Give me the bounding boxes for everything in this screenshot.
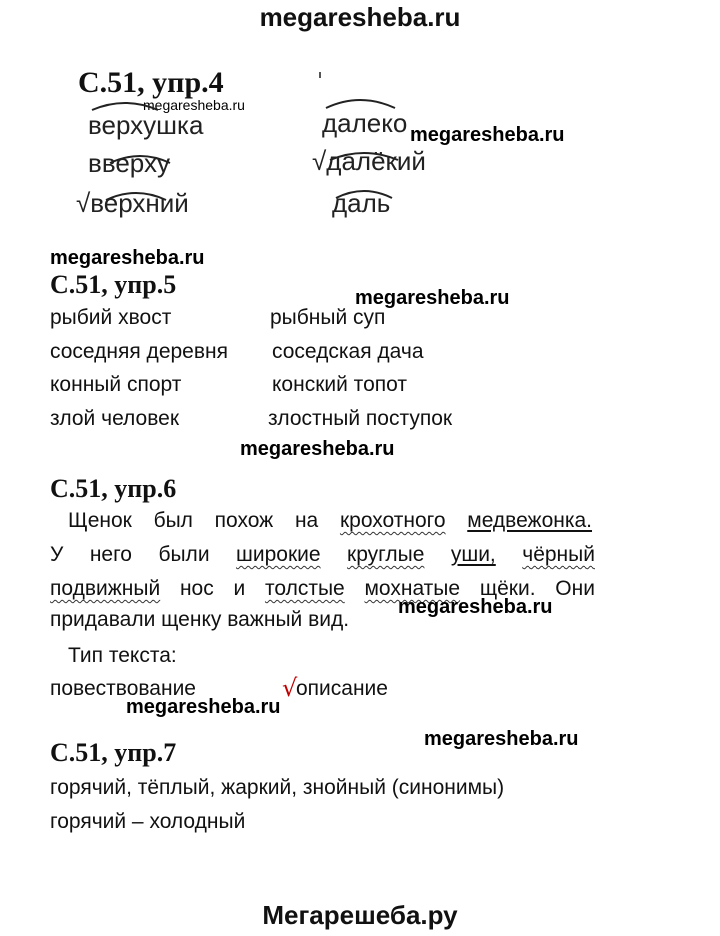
word: и — [233, 577, 246, 600]
root-arc-verkhushka — [92, 103, 158, 110]
ex6-type-label: Тип текста: — [68, 644, 177, 667]
ex6-heading: С.51, упр.6 — [50, 474, 177, 503]
check-icon: √ — [282, 674, 298, 702]
ex6-line-4: придавали щенку важный вид. — [50, 608, 350, 631]
word-noun: уши, — [450, 543, 496, 566]
word: У — [50, 543, 64, 566]
watermark-inline: megaresheba.ru — [240, 438, 395, 460]
word-adjective: широкие — [236, 543, 321, 566]
ex7-line-1: горячий, тёплый, жаркий, знойный (синонимы) — [50, 776, 505, 799]
ex5-row-4-right: злостный поступок — [268, 407, 453, 430]
word-adjective: толстые — [264, 577, 345, 600]
word: похож — [214, 509, 274, 532]
watermark-small: megaresheba.ru — [143, 97, 245, 113]
ex4-left-word-3: √верхний — [76, 188, 189, 218]
ex4-left-word-1: верхушка — [88, 110, 204, 140]
ex6-line-1 — [68, 504, 592, 538]
watermark-inline: megaresheba.ru — [424, 728, 579, 750]
ex5-row-3-right: конский топот — [272, 373, 407, 396]
word-adjective: мохнатые — [364, 577, 461, 600]
ex6-line-2 — [50, 538, 595, 572]
ex5-row-2-right: соседская дача — [272, 340, 424, 363]
word-noun: медвежонка. — [467, 509, 593, 532]
word-adjective: чёрный — [522, 543, 595, 566]
word: щёки. — [479, 577, 536, 600]
ex4-left-word-2: вверху — [88, 148, 170, 178]
word: нос — [179, 577, 214, 600]
word-adjective: подвижный — [50, 577, 161, 600]
word-adjective: круглые — [347, 543, 425, 566]
ex4-heading: С.51, упр.4 — [78, 66, 224, 99]
word: Они — [555, 577, 595, 600]
word: него — [89, 543, 132, 566]
ex4-right-word-2: √далёкий — [312, 146, 426, 176]
word: был — [153, 509, 193, 532]
watermark-inline: megaresheba.ru — [398, 596, 553, 618]
site-watermark-top: megaresheba.ru — [259, 2, 461, 32]
site-watermark-bottom: Мегарешеба.ру — [262, 900, 458, 930]
ex6-option-description: описание — [296, 677, 388, 700]
watermark-inline: megaresheba.ru — [126, 696, 281, 718]
watermark-inline: megaresheba.ru — [355, 287, 510, 309]
word: Щенок — [68, 509, 132, 532]
ex7-line-2: горячий – холодный — [50, 810, 246, 833]
word-adjective: крохотного — [339, 509, 446, 532]
ex5-row-1-left: рыбий хвост — [50, 306, 172, 329]
ex5-row-1-right: рыбный суп — [270, 306, 386, 329]
ex6-option-narration: повествование — [50, 677, 196, 700]
watermark-inline: megaresheba.ru — [50, 247, 205, 269]
word: были — [158, 543, 210, 566]
ex5-heading: С.51, упр.5 — [50, 270, 177, 299]
ex5-row-3-left: конный спорт — [50, 373, 182, 396]
speck-mark — [319, 72, 321, 78]
watermark-inline: megaresheba.ru — [410, 124, 565, 146]
ex7-heading: С.51, упр.7 — [50, 738, 177, 767]
ex5-row-2-left: соседняя деревня — [50, 340, 228, 363]
word: на — [294, 509, 319, 532]
root-arc-daleko — [326, 100, 395, 108]
ex5-row-4-left: злой человек — [50, 407, 180, 430]
ex4-right-word-3: даль — [332, 188, 391, 218]
ex4-right-word-1: далеко — [322, 108, 408, 138]
